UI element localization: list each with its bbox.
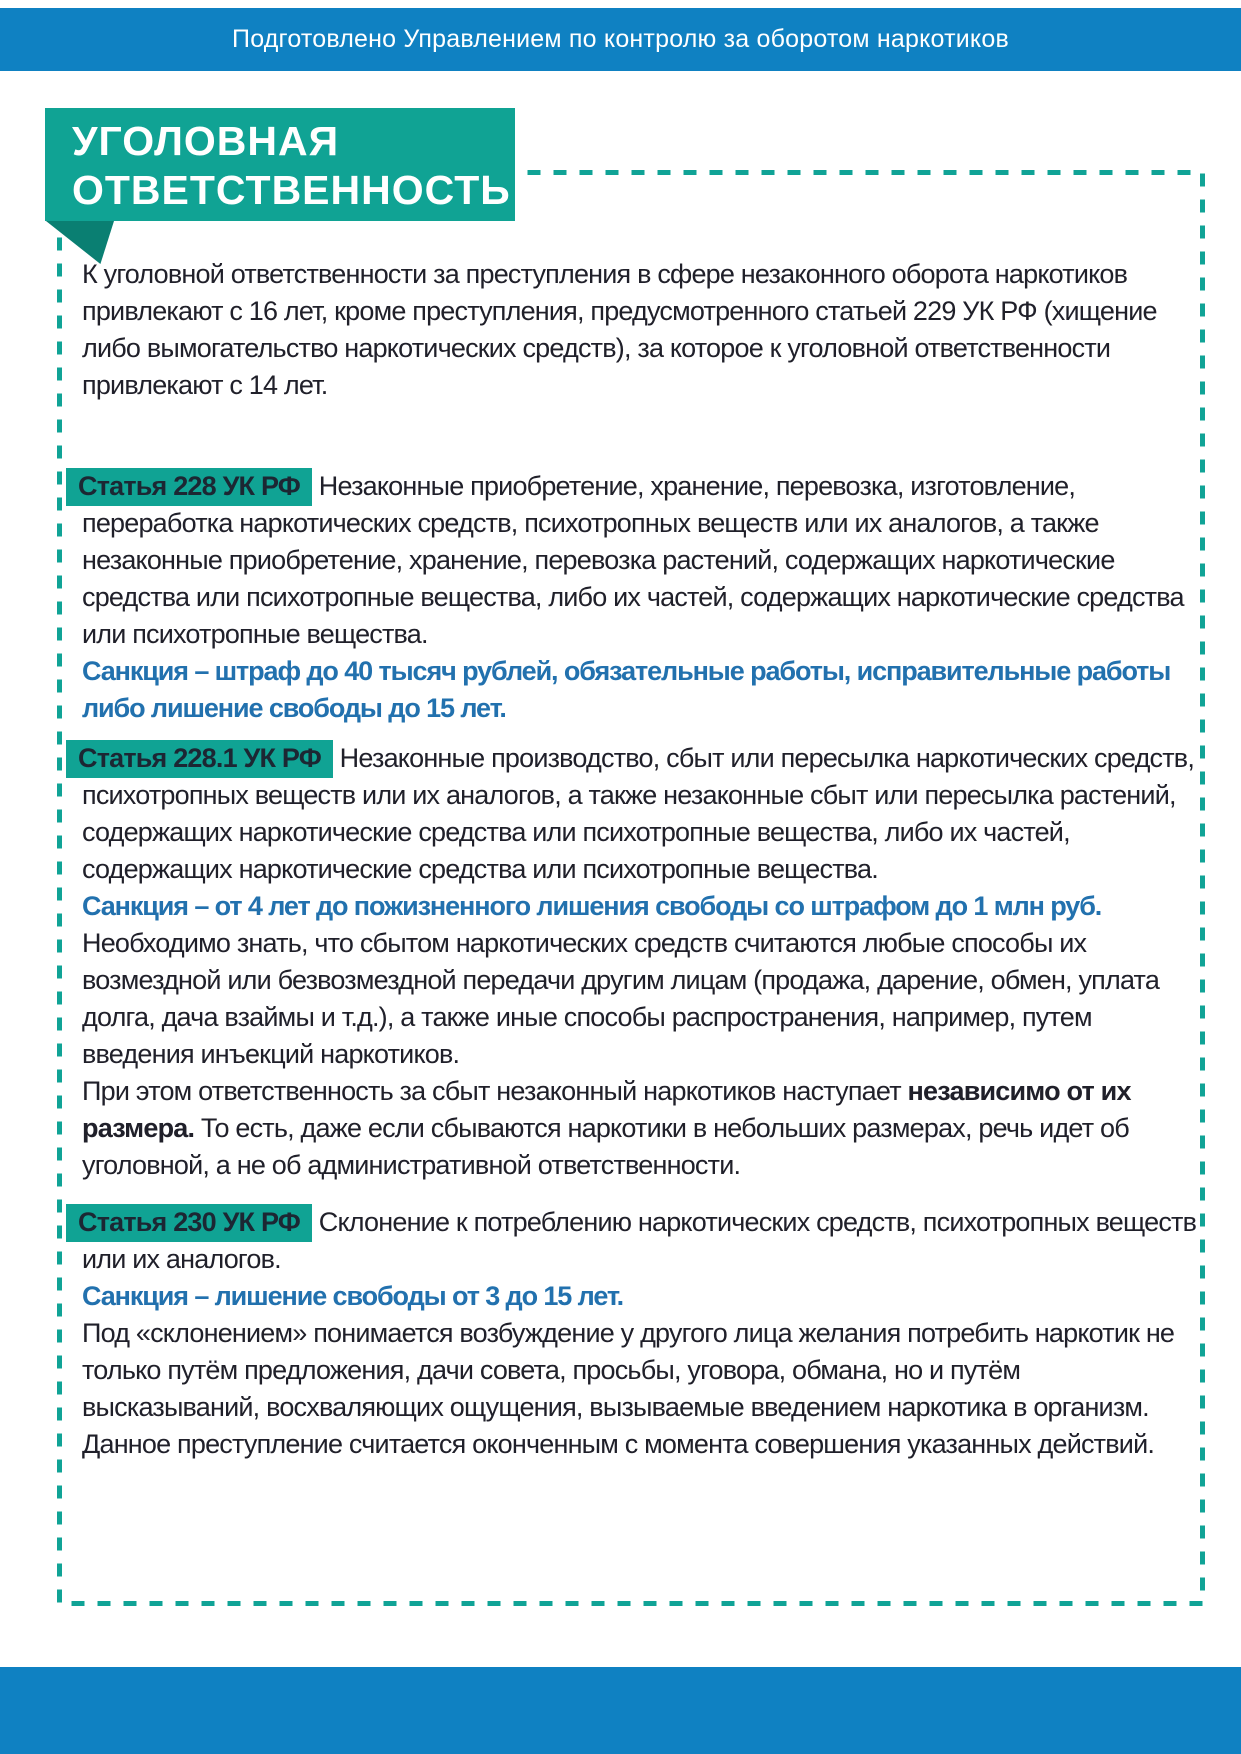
article-2281-note2-prefix: При этом ответственность за сбыт незаконный наркотиков наступает (82, 1076, 908, 1106)
page-title-line1: УГОЛОВНАЯ (72, 118, 340, 164)
article-2281-note1: Необходимо знать, что сбытом наркотических средств считаются любые способы их возмездной или безвозмездной передачи другим лицам (продажа, дарение, обмен, уплата долга, дача взаймы и т.д.), а также иные способы распространения, например, путем введения инъекций наркотиков. (82, 928, 1160, 1069)
article-228-sanction: Санкция – штраф до 40 тысяч рублей, обязательные работы, исправительные работы либо лишение свободы до 15 лет. (82, 656, 1171, 723)
article-2281-body: Незаконные производство, сбыт или пересылка наркотических средств, психотропных веществ или их аналогов, а также незаконные сбыт или пересылка растений, содержащих наркотические средства или психотропные вещества, либо их частей, содержащих наркотические средства или психотропные вещества. (82, 743, 1195, 884)
article-228-body: Незаконные приобретение, хранение, перевозка, изготовление, переработка наркотических средств, психотропных веществ или их аналогов, а также незаконные приобретение, хранение, перевозка растений, содержащих наркотические средства или психотропные вещества, либо их частей, содержащих наркотические средства или психотропные вещества. (82, 471, 1184, 649)
header-bar-text: Подготовлено Управлением по контролю за оборотом наркотиков (232, 25, 1009, 53)
article-228-label: Статья 228 УК РФ (66, 468, 312, 506)
title-banner (45, 108, 515, 221)
article-230-paragraph (78, 1204, 1202, 1278)
article-230-label: Статья 230 УК РФ (66, 1204, 312, 1242)
article-2281-note2 (82, 1073, 1202, 1184)
article-230-note2: Данное преступление считается оконченным с момента совершения указанных действий. (82, 1429, 1155, 1459)
footer-bar (0, 1667, 1241, 1754)
article-2281-note2-bold: независимо от их размера. (82, 1076, 1131, 1143)
intro-paragraph: К уголовной ответственности за преступления в сфере незаконного оборота наркотиков привлекают с 16 лет, кроме преступления, предусмотренного статьей 229 УК РФ (хищение либо вымогательство наркотических средств), за которое к уголовной ответственности привлекают с 14 лет. (82, 259, 1157, 400)
content-area (78, 256, 1202, 1463)
article-2281-paragraph (78, 740, 1202, 888)
article-2281-label: Статья 228.1 УК РФ (66, 740, 333, 778)
article-230-sanction: Санкция – лишение свободы от 3 до 15 лет. (82, 1281, 624, 1311)
article-230-body: Склонение к потреблению наркотических средств, психотропных веществ или их аналогов. (82, 1207, 1197, 1274)
article-2281-sanction: Санкция – от 4 лет до пожизненного лишения свободы со штрафом до 1 млн руб. (82, 891, 1102, 921)
article-230-note1: Под «склонением» понимается возбуждение у другого лица желания потребить наркотик не только путём предложения, дачи совета, просьбы, уговора, обмана, но и путём высказываний, восхваляющих ощущения, вызываемые введением наркотика в организм. (82, 1318, 1175, 1422)
article-228-paragraph (78, 468, 1202, 653)
article-2281-note2-suffix: То есть, даже если сбываются наркотики в небольших размерах, речь идет об уголовной, а не об административной ответственности. (82, 1113, 1129, 1180)
page-title-line2: ОТВЕТСТВЕННОСТЬ (72, 167, 511, 213)
